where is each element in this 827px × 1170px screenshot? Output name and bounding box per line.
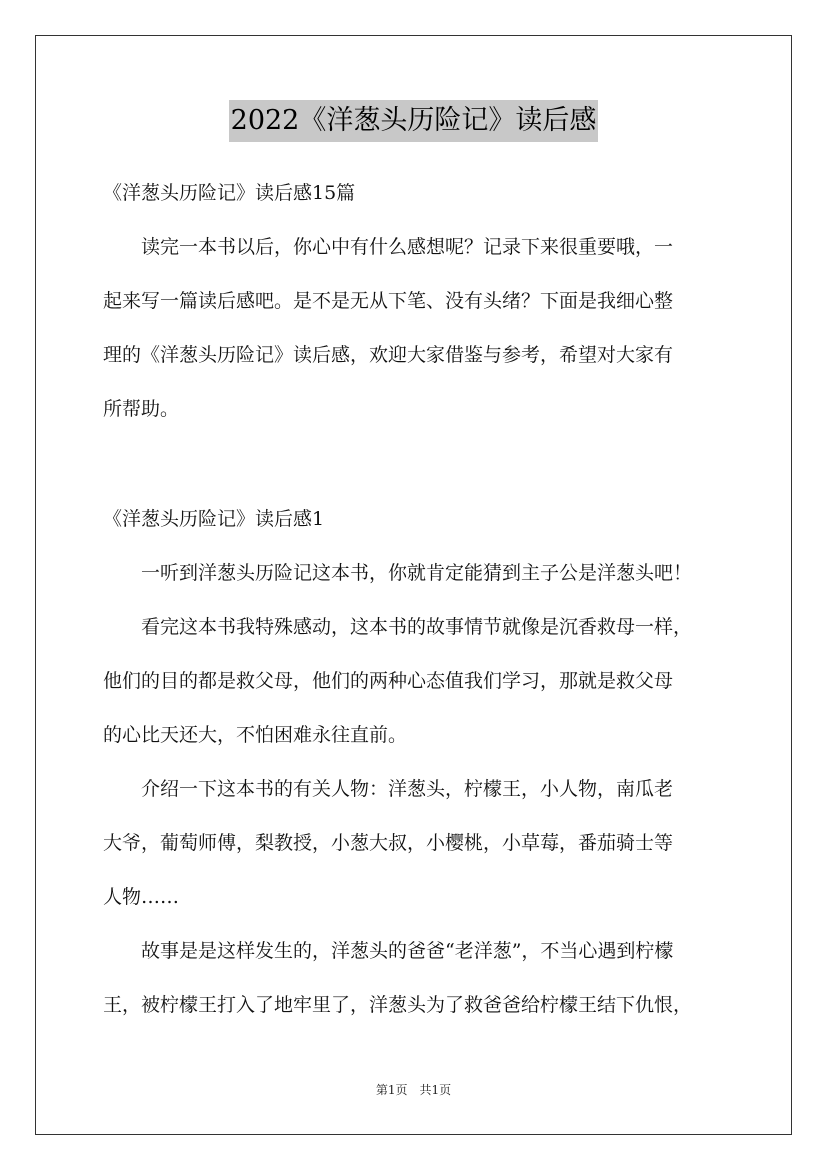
body-line: 一听到洋葱头历险记这本书，你就肯定能猜到主子公是洋葱头吧！ bbox=[103, 562, 693, 584]
intro-line: 起来写一篇读后感吧。是不是无从下笔、没有头绪？下面是我细心整 bbox=[103, 290, 674, 312]
body-line: 的心比天还大，不怕困难永往直前。 bbox=[103, 724, 408, 746]
body-line: 人物…… bbox=[103, 886, 180, 908]
intro-line: 读完一本书以后，你心中有什么感想呢？记录下来很重要哦，一 bbox=[103, 236, 674, 258]
intro-line: 理的《洋葱头历险记》读后感，欢迎大家借鉴与参考，希望对大家有 bbox=[103, 344, 674, 366]
document-subtitle: 《洋葱头历险记》读后感15篇 bbox=[103, 182, 356, 204]
body-line: 介绍一下这本书的有关人物：洋葱头，柠檬王，小人物，南瓜老 bbox=[103, 778, 674, 800]
intro-line: 所帮助。 bbox=[103, 398, 180, 420]
body-line: 王，被柠檬王打入了地牢里了，洋葱头为了救爸爸给柠檬王结下仇恨， bbox=[103, 994, 693, 1016]
title-container bbox=[0, 100, 827, 142]
page-footer: 第1页 共1页 bbox=[375, 1083, 452, 1097]
body-line: 故事是是这样发生的，洋葱头的爸爸“老洋葱”，不当心遇到柠檬 bbox=[103, 940, 674, 962]
body-line: 看完这本书我特殊感动，这本书的故事情节就像是沉香救母一样， bbox=[103, 616, 693, 638]
body-line: 他们的目的都是救父母，他们的两种心态值我们学习，那就是救父母 bbox=[103, 670, 674, 692]
body-line: 大爷，葡萄师傅，梨教授，小葱大叔，小樱桃，小草莓，番茄骑士等 bbox=[103, 832, 674, 854]
document-title: 2022《洋葱头历险记》读后感 bbox=[229, 100, 599, 142]
section-heading: 《洋葱头历险记》读后感1 bbox=[103, 508, 325, 530]
